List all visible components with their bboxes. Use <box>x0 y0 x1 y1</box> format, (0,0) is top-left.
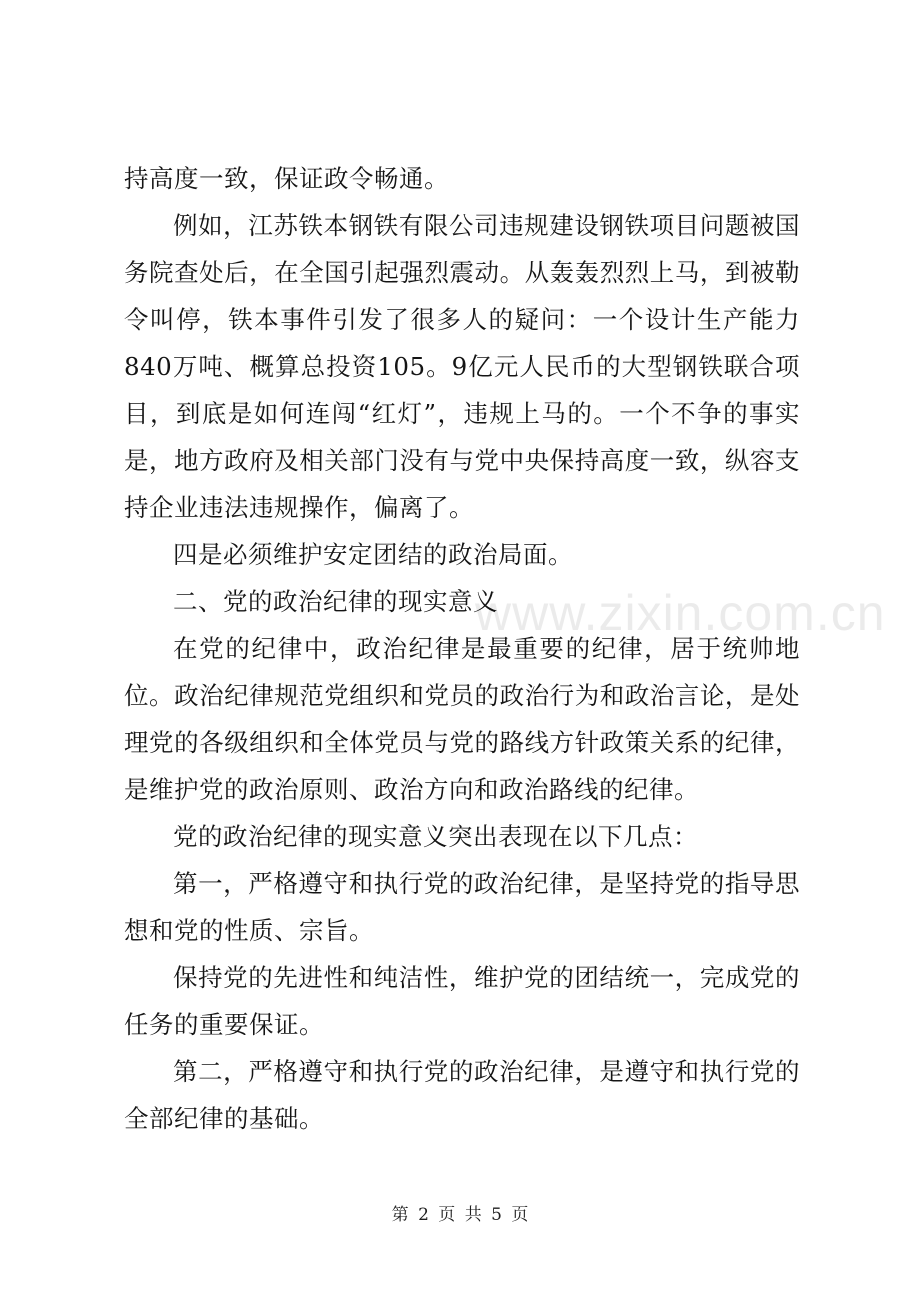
paragraph-second-point: 第二，严格遵守和执行党的政治纪律，是遵守和执行党的全部纪律的基础。 <box>124 1057 800 1133</box>
paragraph-first-point-continued: 保持党的先进性和纯洁性，维护党的团结统一，完成党的任务的重要保证。 <box>124 963 800 1039</box>
document-body <box>124 155 800 1142</box>
paragraph-tieben-example: 例如，江苏铁本钢铁有限公司违规建设钢铁项目问题被国务院查处后，在全国引起强烈震动。从轰轰烈烈上马，到被勒令叫停，铁本事件引发了很多人的疑问：一个设计生产能力840万吨、概算总投资105。9亿元人民币的大型钢铁联合项目，到底是如何连闯“红灯”，违规上马的。一个不争的事实是，地方政府及相关部门没有与党中央保持高度一致，纵容支持企业违法违规操作，偏离了。 <box>124 211 800 522</box>
paragraph-continuation: 持高度一致，保证政令畅通。 <box>124 164 449 193</box>
paragraph-first-point: 第一，严格遵守和执行党的政治纪律，是坚持党的指导思想和党的性质、宗旨。 <box>124 869 800 945</box>
paragraph-political-discipline: 在党的纪律中，政治纪律是最重要的纪律，居于统帅地位。政治纪律规范党组织和党员的政治行为和政治言论，是处理党的各级组织和全体党员与党的路线方针政策关系的纪律，是维护党的政治原则、政治方向和政治路线的纪律。 <box>124 634 800 804</box>
page-number-footer: 第 2 页 共 5 页 <box>391 1205 529 1225</box>
watermark: www.zixin.com.cn <box>475 585 886 641</box>
paragraph-point-four: 四是必须维护安定团结的政治局面。 <box>173 540 573 569</box>
section-heading: 二、党的政治纪律的现实意义 <box>173 587 498 616</box>
paragraph-significance-intro: 党的政治纪律的现实意义突出表现在以下几点： <box>173 822 698 851</box>
